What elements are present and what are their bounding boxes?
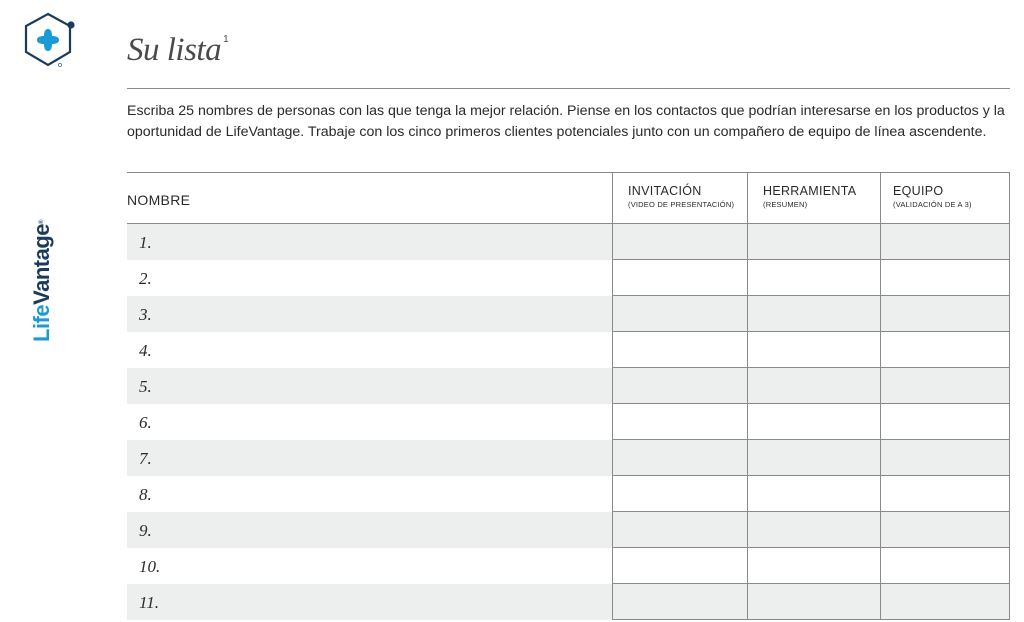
- column-header-herramienta: [747, 173, 880, 223]
- column-header-invitacion: [612, 173, 747, 223]
- table-row: [127, 440, 1010, 476]
- invitation-cell[interactable]: [612, 440, 747, 476]
- table-row: [127, 224, 1010, 260]
- invitation-cell[interactable]: [612, 476, 747, 512]
- invitation-cell[interactable]: [612, 296, 747, 332]
- column-header-nombre: [127, 173, 612, 223]
- invitation-cell[interactable]: [612, 584, 747, 620]
- title-footnote: 1: [223, 34, 229, 45]
- table-row: [127, 476, 1010, 512]
- team-cell[interactable]: [880, 548, 1010, 584]
- row-number: 4.: [139, 341, 152, 360]
- table-row: [127, 404, 1010, 440]
- table-row: [127, 584, 1010, 620]
- row-number: 3.: [139, 305, 152, 324]
- team-cell[interactable]: [880, 512, 1010, 548]
- page-title: [127, 32, 228, 69]
- tool-cell[interactable]: [747, 296, 880, 332]
- table-row: [127, 332, 1010, 368]
- team-cell[interactable]: [880, 296, 1010, 332]
- intro-paragraph: Escriba 25 nombres de personas con las que tenga la mejor relación. Piense en los contactos que podrían interesarse en los productos y la oportunidad de LifeVantage. Trabaje con los cinco primeros clientes potenciales junto con un compañero de equipo de línea ascendente.: [127, 103, 1005, 140]
- tool-cell[interactable]: [747, 584, 880, 620]
- row-number: 6.: [139, 413, 152, 432]
- table-row: [127, 296, 1010, 332]
- name-cell[interactable]: [127, 368, 612, 404]
- team-cell[interactable]: [880, 368, 1010, 404]
- column-header-label: NOMBRE: [127, 192, 191, 208]
- invitation-cell[interactable]: [612, 224, 747, 260]
- invitation-cell[interactable]: [612, 512, 747, 548]
- row-number: 9.: [139, 521, 152, 540]
- table-row: [127, 548, 1010, 584]
- name-cell[interactable]: [127, 332, 612, 368]
- title-divider: [127, 88, 1010, 89]
- row-number: 2.: [139, 269, 152, 288]
- row-number: 8.: [139, 485, 152, 504]
- team-cell[interactable]: [880, 584, 1010, 620]
- row-number: 5.: [139, 377, 152, 396]
- name-cell[interactable]: [127, 584, 612, 620]
- row-number: 1.: [139, 233, 152, 252]
- team-cell[interactable]: [880, 260, 1010, 296]
- name-cell[interactable]: [127, 548, 612, 584]
- tool-cell[interactable]: [747, 368, 880, 404]
- tool-cell[interactable]: [747, 440, 880, 476]
- table-body: [127, 224, 1010, 620]
- table-row: [127, 368, 1010, 404]
- tool-cell[interactable]: [747, 224, 880, 260]
- page-title-text: Su lista: [127, 32, 222, 68]
- row-number: 7.: [139, 449, 152, 468]
- tool-cell[interactable]: [747, 512, 880, 548]
- column-header-sublabel: (RESUMEN): [763, 200, 808, 209]
- team-cell[interactable]: [880, 440, 1010, 476]
- name-cell[interactable]: [127, 260, 612, 296]
- name-cell[interactable]: [127, 224, 612, 260]
- invitation-cell[interactable]: [612, 260, 747, 296]
- name-cell[interactable]: [127, 296, 612, 332]
- column-header-equipo: [880, 173, 1010, 223]
- brand-name-part1: Life: [29, 304, 54, 342]
- brand-registered-mark: ®: [39, 220, 45, 224]
- contacts-table: [127, 172, 1010, 620]
- column-header-sublabel: (VALIDACIÓN DE A 3): [893, 200, 972, 209]
- lifevantage-logo-icon: [22, 12, 78, 70]
- table-header: [127, 172, 1010, 224]
- team-cell[interactable]: [880, 404, 1010, 440]
- invitation-cell[interactable]: [612, 368, 747, 404]
- brand-name-part2: Vantage: [29, 224, 54, 305]
- tool-cell[interactable]: [747, 548, 880, 584]
- column-header-label: EQUIPO: [893, 184, 944, 198]
- row-number: 10.: [139, 557, 161, 576]
- name-cell[interactable]: [127, 440, 612, 476]
- invitation-cell[interactable]: [612, 404, 747, 440]
- name-cell[interactable]: [127, 404, 612, 440]
- tool-cell[interactable]: [747, 332, 880, 368]
- column-header-sublabel: (VIDEO DE PRESENTACIÓN): [628, 200, 735, 209]
- team-cell[interactable]: [880, 224, 1010, 260]
- team-cell[interactable]: [880, 332, 1010, 368]
- column-header-label: HERRAMIENTA: [763, 184, 857, 198]
- column-header-label: INVITACIÓN: [628, 184, 702, 198]
- tool-cell[interactable]: [747, 476, 880, 512]
- table-row: [127, 260, 1010, 296]
- tool-cell[interactable]: [747, 404, 880, 440]
- row-number: 11.: [139, 593, 159, 612]
- invitation-cell[interactable]: [612, 332, 747, 368]
- name-cell[interactable]: [127, 512, 612, 548]
- invitation-cell[interactable]: [612, 548, 747, 584]
- team-cell[interactable]: [880, 476, 1010, 512]
- table-row: [127, 512, 1010, 548]
- brand-wordmark: [30, 220, 54, 342]
- name-cell[interactable]: [127, 476, 612, 512]
- tool-cell[interactable]: [747, 260, 880, 296]
